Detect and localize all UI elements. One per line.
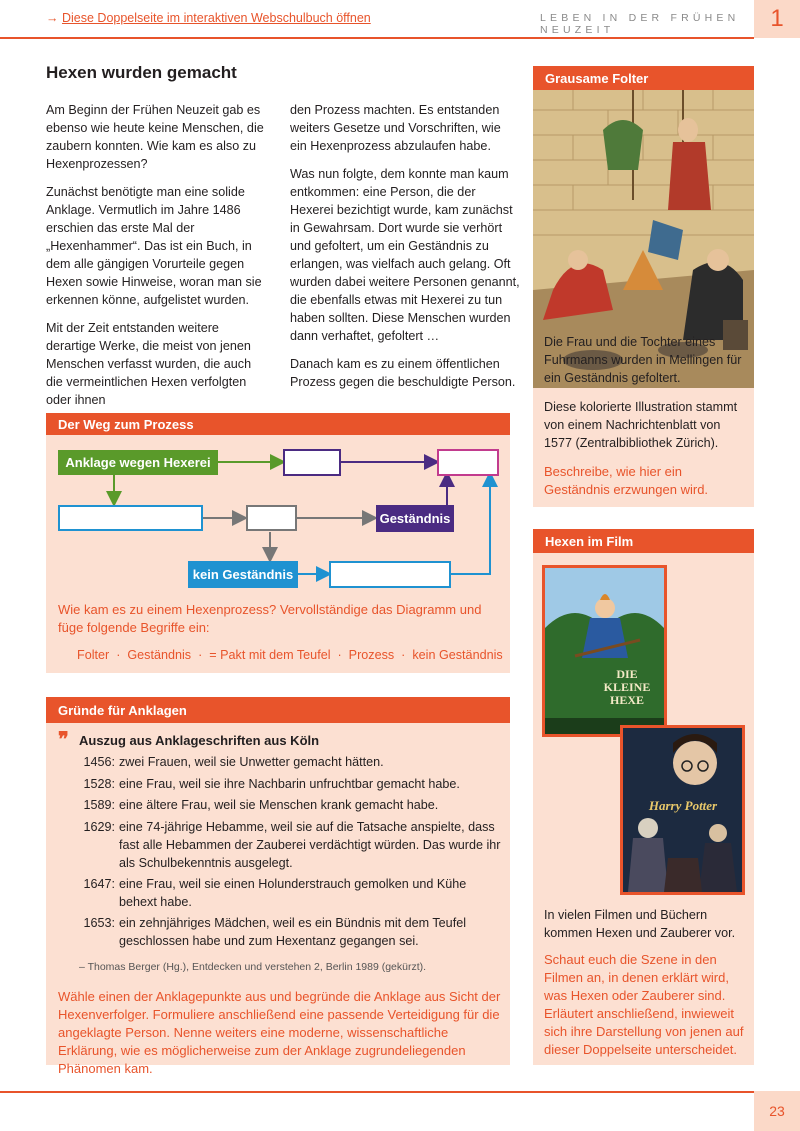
entry-text: eine ältere Frau, weil sie Menschen krank gemacht habe. [119, 798, 439, 812]
diagram-blank-box-small[interactable] [246, 505, 297, 531]
folter-heading: Grausame Folter [533, 66, 754, 90]
quote-mark-icon: ❞ [58, 729, 69, 751]
running-title: LEBEN IN DER FRÜHEN NEUZEIT [540, 12, 740, 36]
diagram-node-kein-gestaendnis: kein Geständnis [188, 561, 298, 588]
header-divider [0, 37, 754, 39]
diagram-blank-box-prozess[interactable] [437, 449, 499, 476]
main-paragraph: Was nun folgte, dem konnte man kaum entkommen: eine Person, die der Hexerei bezichtigt wurde, kam zunächst in Gewahrsam. Dort wurde sie verhört und gefoltert, um ein Geständnis zu erlangen, was vielfach auch gelang. Oft wurden dabei weitere Personen genannt, die ebenfalls etwas mit Hexerei zu tun haben sollten. Diese Menschen wurden dann verhaftet, gefoltert … [290, 167, 520, 343]
entry-text: eine Frau, weil sie einen Holunderstrauch gemolken und Kühe behext habe. [119, 877, 467, 909]
main-paragraph: den Prozess machten. Es entstanden weiters Gesetze und Vorschriften, wie ein Hexenprozess abzulaufen habe. [290, 103, 501, 153]
weg-zum-prozess-box [46, 413, 510, 673]
main-paragraph: Mit der Zeit entstanden weitere derartige Werke, die meist von jenen Menschen verfasst wurden, die auch die vermeintlichen Hexen verfolgten oder ihnen [46, 321, 252, 407]
footer-divider [0, 1091, 754, 1093]
arrow-right-icon: → [46, 11, 59, 25]
entry-text: ein zehnjähriges Mädchen, weil es ein Bündnis mit dem Teufel geschlossen habe und zum Hexentanz gegangen sei. [119, 916, 466, 948]
folter-task: Beschreibe, wie hier ein Geständnis erzwungen wird. [544, 464, 709, 497]
gruende-heading: Gründe für Anklagen [46, 697, 510, 723]
film-box [533, 529, 754, 1065]
page-number: 23 [754, 1091, 800, 1131]
weg-task: Wie kam es zu einem Hexenprozess? Vervollständige das Diagramm und füge folgende Begriffe ein: [58, 602, 482, 635]
entry-year: 1528: [83, 777, 115, 791]
diagram-node-gestaendnis: Geständnis [376, 505, 454, 532]
entry-year: 1456: [83, 755, 115, 769]
entry-year: 1647: [83, 877, 115, 891]
poster-kleine-hexe-title: DIE KLEINE HEXE [603, 667, 651, 707]
diagram-blank-box-wide[interactable] [58, 505, 203, 531]
diagram-blank-box-after-kein[interactable] [329, 561, 451, 588]
folter-box [533, 66, 754, 507]
entry-text: eine 74-jährige Hebamme, weil sie auf die Tatsache anspielte, dass fast alle Hebammen der Zauberei verdächtigt würden. Das wurde ihr als Schulbekenntnis ausgelegt. [119, 820, 501, 870]
entry-year: 1589: [83, 798, 115, 812]
main-paragraph: Am Beginn der Frühen Neuzeit gab es ebenso wie heute keine Menschen, die zaubern konnten. Wie kam es also zu Hexenprozessen? [46, 103, 264, 171]
gruende-box [46, 697, 510, 1076]
film-heading: Hexen im Film [533, 529, 754, 553]
entry-year: 1629: [83, 820, 115, 834]
webschulbuch-link-text[interactable]: Diese Doppelseite im interaktiven Webschulbuch öffnen [61, 11, 371, 25]
gruende-task: Wähle einen der Anklagepunkte aus und begründe die Anklage aus Sicht der Hexenverfolger. Formuliere anschließend eine passende Verteidigung für die angeklagte Person. Nenne weiters eine moderne, wissenschaftliche Erklärung, wie es möglicherweise zum der Anklage zugrundeliegenden Phänomen kam. [58, 989, 501, 1076]
film-text: In vielen Filmen und Büchern kommen Hexen und Zauberer vor. [544, 908, 736, 940]
entry-text: zwei Frauen, weil sie Unwetter gemacht hätten. [119, 755, 384, 769]
page-title: Hexen wurden gemacht [46, 63, 237, 82]
gruende-subheading: Auszug aus Anklageschriften aus Köln [79, 733, 320, 748]
weg-terms: Folter · Geständnis · = Pakt mit dem Teufel · Prozess · kein Geständnis [77, 648, 503, 662]
poster-harry-potter-title: Harry Potter [648, 798, 718, 813]
chapter-number: 1 [754, 0, 800, 38]
folter-caption-1: Die Frau und die Tochter eines Fuhrmanns wurden in Mellingen für ein Geständnis gefoltert. [544, 335, 742, 385]
poster-harry-potter [620, 725, 745, 895]
weg-heading: Der Weg zum Prozess [46, 413, 510, 435]
source-citation: – Thomas Berger (Hg.), Entdecken und verstehen 2, Berlin 1989 (gekürzt). [79, 961, 427, 973]
main-paragraph: Danach kam es zu einem öffentlichen Prozess gegen die beschuldigte Person. [290, 357, 516, 389]
main-paragraph: Zunächst benötigte man eine solide Anklage. Vermutlich im Jahre 1486 erschien das erste Mal der „Hexenhammer“. Das ist ein Buch, in dem alle gängigen Vorurteile gegen Hexen sowie Hinweise, woran man sie erkennen könne, aufgelistet wurden. [46, 185, 262, 307]
film-task: Schaut euch die Szene in den Filmen an, in denen erklärt wird, was Hexen oder Zauberer sind. Erläutert anschließend, inwieweit sich ihre Darstellung von jenen auf dieser Doppelseite unterscheidet. [544, 952, 744, 1057]
folter-caption-2: Diese kolorierte Illustration stammt von einem Nachrichtenblatt von 1577 (Zentralbibliothek Zürich). [544, 400, 738, 450]
poster-kleine-hexe-art [545, 568, 664, 734]
diagram-blank-box-1[interactable] [283, 449, 341, 476]
diagram-node-anklage: Anklage wegen Hexerei [58, 450, 218, 475]
main-text-column-1 [46, 101, 271, 419]
entry-text: eine Frau, weil sie ihre Nachbarin unfruchtbar gemacht habe. [119, 777, 460, 791]
poster-kleine-hexe [542, 565, 667, 737]
entry-year: 1653: [83, 916, 115, 930]
arrow-box-up-to-pink [451, 479, 490, 574]
webschulbuch-link[interactable] [46, 11, 371, 25]
main-text-column-2 [290, 101, 520, 401]
